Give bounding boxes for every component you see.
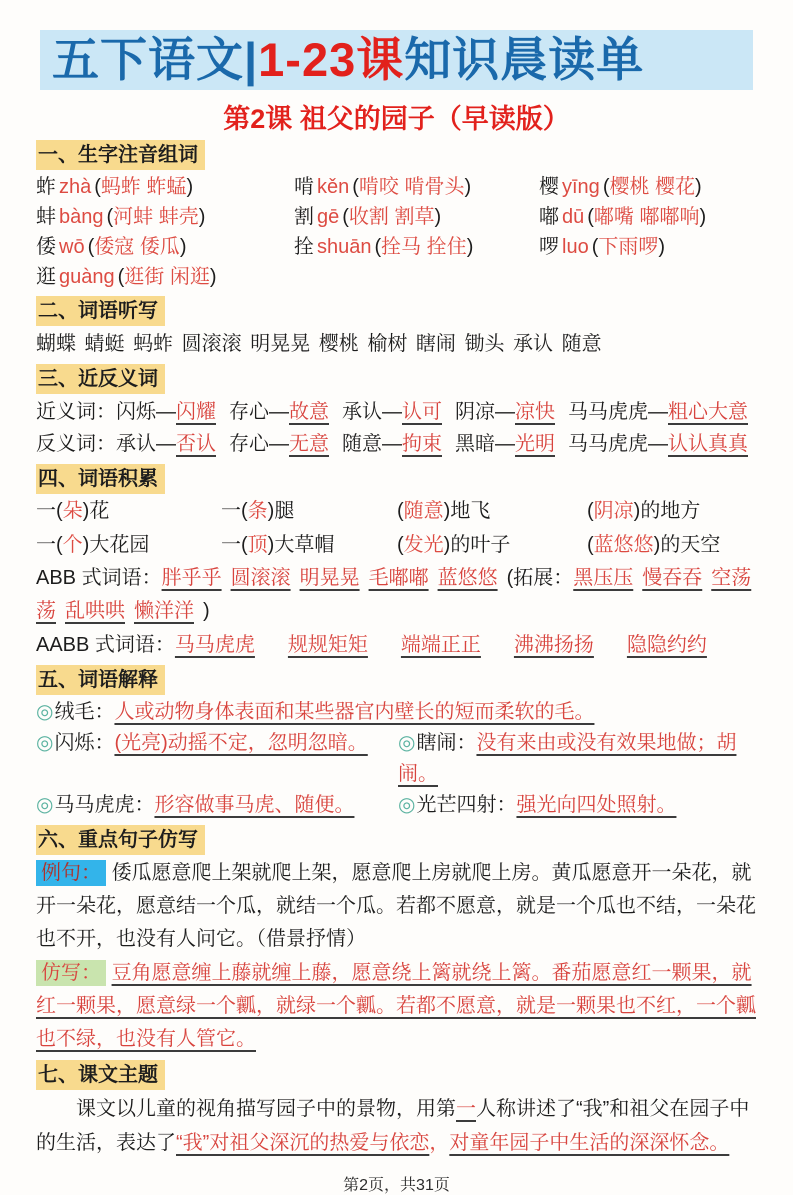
- synonyms-line: 近义词：闪烁—闪耀 存心—故意 承认—认可 阴凉—凉快 马马虎虎—粗心大意: [36, 401, 748, 423]
- example-text: 倭瓜愿意爬上架就爬上架，愿意爬上房就爬上房。黄瓜愿意开一朵花，就开一朵花，愿意结一个瓜，就结一个瓜。若都不愿意，就是一个瓜也不结，一朵花也不开，也没有人问它。（借景抒情）: [36, 862, 756, 950]
- definition-item: ◎闪烁：(光亮)动摇不定，忽明忽暗。: [36, 732, 368, 754]
- definition-item: ◎光芒四射：强光向四处照射。: [398, 794, 677, 816]
- pinyin-entry: 樱 yīng (樱桃 樱花): [539, 176, 702, 198]
- document-title: [40, 30, 753, 90]
- pinyin-entry: 蚌 bàng (河蚌 蚌壳): [36, 206, 206, 228]
- example-sentence: [36, 857, 757, 956]
- abb-words-line: ABB 式词语：胖乎乎 圆滚滚 明晃晃 毛嘟嘟 蓝悠悠 (拓展：黑压压 慢吞吞 空荡荡 乱哄哄 懒洋洋 ): [36, 567, 752, 622]
- collocation-item: (蓝悠悠)的天空: [587, 534, 721, 556]
- antonyms-label: 反义词：: [36, 433, 116, 455]
- worksheet-body: [0, 140, 793, 1195]
- ring-bullet-icon: ◎: [36, 794, 54, 816]
- collocation-item: (随意)地飞: [397, 500, 491, 522]
- dictation-words: 蝴蝶 蜻蜓 蚂蚱 圆滚滚 明晃晃 樱桃 榆树 瞎闹 锄头 承认 随意: [36, 333, 602, 355]
- definition-item: ◎绒毛：人或动物身体表面和某些器官内壁长的短而柔软的毛。: [36, 701, 595, 723]
- example-tag: 例句：: [36, 860, 106, 886]
- aabb-words-line: AABB 式词语：马马虎虎 规规矩矩 端端正正 沸沸扬扬 隐隐约约: [36, 634, 707, 656]
- synonyms-label: 近义词：: [36, 401, 116, 423]
- aabb-label: AABB 式词语：: [36, 634, 175, 656]
- definition-item: ◎瞎闹：没有来由或没有效果地做；胡闹。: [398, 732, 737, 785]
- section-heading-5: 五、词语解释: [36, 665, 165, 695]
- title-part-red: 1-23课: [258, 33, 405, 86]
- collocation-grid: [36, 496, 757, 561]
- pinyin-word-grid: [36, 172, 757, 292]
- antonyms-line: 反义词：承认—否认 存心—无意 随意—拘束 黑暗—光明 马马虎虎—认认真真: [36, 433, 748, 455]
- ring-bullet-icon: ◎: [398, 794, 416, 816]
- section-heading-2: 二、词语听写: [36, 296, 165, 326]
- theme-paragraph: 课文以儿童的视角描写园子中的景物，用第一人称讲述了“我”和祖父在园子中的生活，表达了“我”对祖父深沉的热爱与依恋，对童年园子中生活的深深怀念。: [36, 1098, 750, 1154]
- abb-label: ABB 式词语：: [36, 567, 162, 589]
- ring-bullet-icon: ◎: [398, 732, 416, 754]
- definition-item: ◎马马虎虎：形容做事马虎、随便。: [36, 794, 355, 816]
- imitation-tag: 仿写：: [36, 960, 106, 986]
- section-heading-4: 四、词语积累: [36, 464, 165, 494]
- definition-row: [36, 728, 757, 790]
- imitation-text: 豆角愿意缠上藤就缠上藤，愿意绕上篱就绕上篱。番茄愿意红一颗果，就红一颗果，愿意绿一个瓤，就绿一个瓤。若都不愿意，就是一颗果也不红，一个瓤也不绿，也没有人管它。: [36, 962, 756, 1050]
- page-number: 第2页，共31页: [343, 1177, 450, 1194]
- section-heading-3: 三、近反义词: [36, 364, 165, 394]
- collocation-item: 一(朵)花: [36, 500, 110, 522]
- section-heading-6: 六、重点句子仿写: [36, 825, 205, 855]
- pinyin-entry: 啃 kěn (啃咬 啃骨头): [294, 176, 472, 198]
- pinyin-entry: 倭 wō (倭寇 倭瓜): [36, 236, 187, 258]
- pinyin-entry: 蚱 zhà (蚂蚱 蚱蜢): [36, 176, 194, 198]
- pinyin-entry: 啰 luo (下雨啰): [539, 236, 666, 258]
- pinyin-entry: 割 gē (收割 割草): [294, 206, 442, 228]
- collocation-item: 一(顶)大草帽: [221, 534, 335, 556]
- title-part-blue2: 知识晨读单: [404, 33, 645, 86]
- collocation-item: 一(条)腿: [221, 500, 295, 522]
- collocation-item: (发光)的叶子: [397, 534, 511, 556]
- definition-row: [36, 790, 757, 821]
- pinyin-entry: 嘟 dū (嘟嘴 嘟嘟响): [539, 206, 707, 228]
- imitation-sentence: [36, 957, 757, 1056]
- ring-bullet-icon: ◎: [36, 701, 54, 723]
- collocation-item: (阴凉)的地方: [587, 500, 701, 522]
- pinyin-entry: 逛 guàng (逛街 闲逛): [36, 266, 217, 288]
- section-heading-1: 一、生字注音组词: [36, 140, 205, 170]
- lesson-title: 第2课 祖父的园子（早读版）: [223, 104, 570, 134]
- collocation-item: 一(个)大花园: [36, 534, 150, 556]
- pinyin-entry: 拴 shuān (拴马 拴住): [294, 236, 474, 258]
- section-heading-7: 七、课文主题: [36, 1060, 165, 1090]
- ring-bullet-icon: ◎: [36, 732, 54, 754]
- title-part-blue1: 五下语文|: [52, 33, 259, 86]
